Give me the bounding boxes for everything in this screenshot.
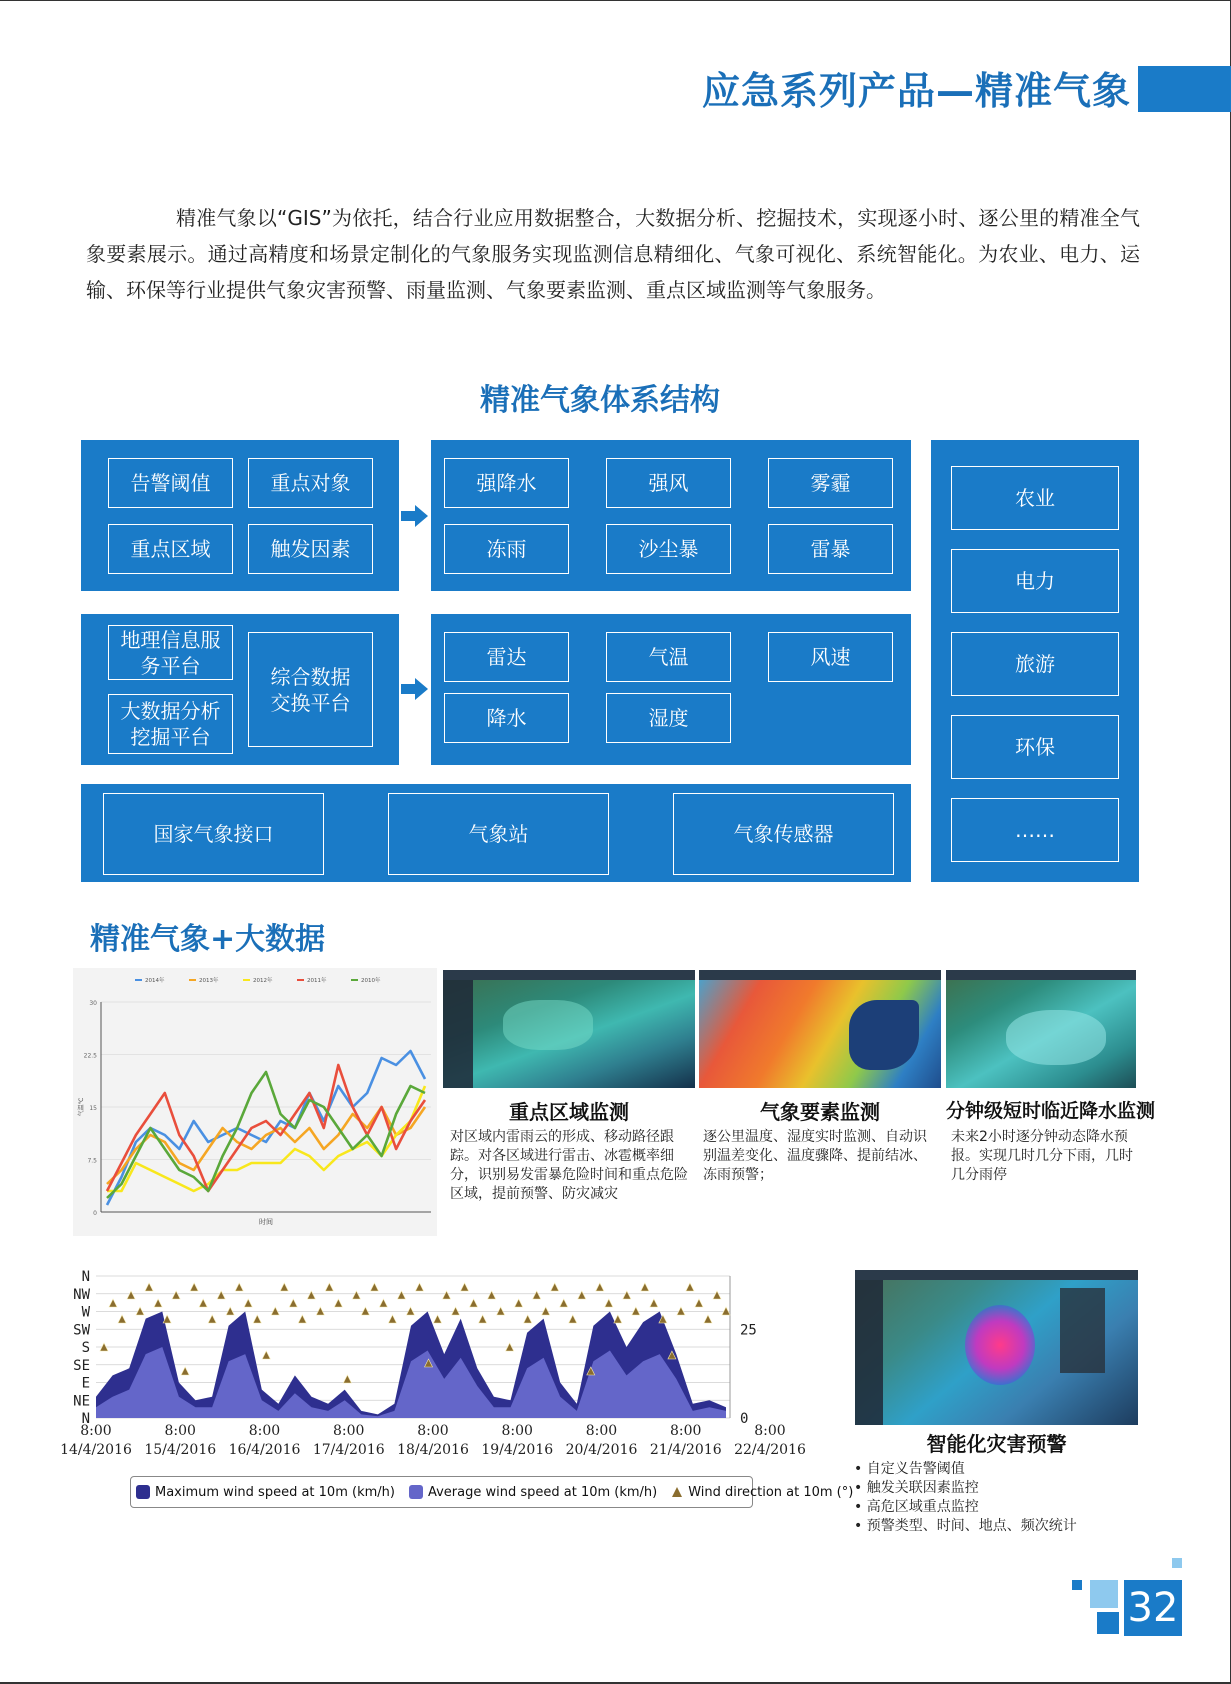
page-title: 应急系列产品—精准气象 xyxy=(701,69,1131,113)
x-tick-date: 16/4/2016 xyxy=(228,1442,301,1458)
y-left-tick-label: W xyxy=(81,1304,90,1321)
wind-direction-marker xyxy=(722,1307,730,1315)
module-title-key-area: 重点区域监测 xyxy=(509,1100,629,1124)
platforms-block xyxy=(81,614,399,765)
legend-label: 2011年 xyxy=(307,978,327,984)
wind-direction-marker xyxy=(406,1307,414,1315)
page-number: 32 xyxy=(1124,1580,1182,1636)
box-weather-sensor: 气象传感器 xyxy=(673,793,894,875)
wind-direction-marker xyxy=(352,1291,360,1299)
map-toolbar xyxy=(699,970,941,980)
wind-direction-marker xyxy=(623,1291,631,1299)
wind-direction-marker xyxy=(307,1291,315,1299)
wind-direction-marker xyxy=(334,1299,342,1307)
industries-block xyxy=(931,440,1139,882)
x-tick-date: 18/4/2016 xyxy=(397,1442,469,1458)
wind-direction-marker xyxy=(488,1291,496,1299)
warning-feature-list xyxy=(854,1460,1077,1536)
wind-direction-marker xyxy=(379,1299,387,1307)
x-tick-date: 22/4/2016 xyxy=(734,1442,806,1458)
box-radar: 雷达 xyxy=(444,632,569,682)
y-left-tick-label: S xyxy=(81,1340,90,1356)
wind-direction-marker xyxy=(361,1307,369,1315)
module-desc-weather-element: 逐公里温度、湿度实时监测、自动识别温差变化、温度骤降、提前结冰、冻雨预警； xyxy=(703,1129,927,1183)
x-tick-date: 21/4/2016 xyxy=(649,1442,722,1458)
wind-direction-marker xyxy=(596,1283,604,1291)
map-toolbar xyxy=(443,970,695,980)
box-trigger-factor: 触发因素 xyxy=(248,524,373,574)
box-key-area: 重点区域 xyxy=(108,524,233,574)
x-tick-time: 8:00 xyxy=(670,1423,702,1439)
wind-direction-marker xyxy=(154,1299,162,1307)
box-power: 电力 xyxy=(951,549,1119,613)
list-item: • 高危区域重点监控 xyxy=(854,1498,1077,1517)
y-tick-label: 0 xyxy=(93,1210,97,1217)
wind-direction-marker xyxy=(172,1291,180,1299)
wind-direction-marker xyxy=(226,1307,234,1315)
bigdata-title: 精准气象+大数据 xyxy=(90,922,326,957)
box-haze: 雾霾 xyxy=(768,458,893,508)
wind-direction-marker xyxy=(614,1315,622,1323)
wind-direction-marker xyxy=(127,1291,135,1299)
y-left-tick-label: NW xyxy=(73,1286,90,1303)
wind-direction-marker xyxy=(190,1283,198,1291)
wind-direction-marker xyxy=(325,1283,333,1291)
wind-direction-marker xyxy=(434,1315,442,1323)
box-alarm-threshold: 告警阈值 xyxy=(108,458,233,508)
legend-label: 2013年 xyxy=(199,978,219,984)
legend-swatch xyxy=(136,1485,150,1499)
wind-direction-marker xyxy=(695,1299,703,1307)
list-item: • 预警类型、时间、地点、频次统计 xyxy=(854,1517,1077,1536)
x-tick-time: 8:00 xyxy=(333,1423,365,1439)
wind-direction-marker xyxy=(388,1315,396,1323)
x-tick-time: 8:00 xyxy=(164,1423,196,1439)
wind-direction-marker xyxy=(163,1315,171,1323)
legend-label: 2014年 xyxy=(145,978,165,984)
legend-max-wind xyxy=(136,1485,395,1500)
legend-avg-wind xyxy=(409,1485,657,1500)
triangle-icon xyxy=(671,1486,683,1498)
box-national-interface: 国家气象接口 xyxy=(103,793,324,875)
x-tick-time: 8:00 xyxy=(417,1423,449,1439)
wind-direction-marker xyxy=(452,1307,460,1315)
box-tourism: 旅游 xyxy=(951,632,1119,696)
wind-direction-marker xyxy=(397,1291,405,1299)
wind-direction-marker xyxy=(118,1315,126,1323)
map-sidebar xyxy=(443,980,473,1088)
wind-chart-legend xyxy=(130,1476,854,1508)
x-tick-date: 15/4/2016 xyxy=(144,1442,217,1458)
x-tick-time: 8:00 xyxy=(501,1423,533,1439)
y-left-tick-label: SE xyxy=(73,1357,90,1374)
y-tick-label: 15 xyxy=(89,1105,97,1112)
legend-swatch xyxy=(409,1485,423,1499)
wind-direction-marker xyxy=(298,1315,306,1323)
x-tick-time: 8:00 xyxy=(585,1423,618,1439)
x-axis-label: 时间 xyxy=(259,1218,273,1226)
wind-direction-marker xyxy=(497,1307,505,1315)
wind-direction-marker xyxy=(677,1307,685,1315)
wind-direction-marker xyxy=(605,1299,613,1307)
wind-direction-marker xyxy=(199,1299,207,1307)
y-right-tick-label: 0 xyxy=(740,1411,749,1427)
temperature-line-chart xyxy=(73,968,437,1236)
wind-direction-marker xyxy=(650,1299,658,1307)
architecture-title: 精准气象体系结构 xyxy=(480,383,720,418)
box-data-exchange-platform: 综合数据交换平台 xyxy=(248,632,373,747)
wind-direction-marker xyxy=(632,1307,640,1315)
line-chart-svg xyxy=(73,968,437,1236)
map-toolbar xyxy=(855,1270,1138,1280)
wind-direction-marker xyxy=(289,1299,297,1307)
x-tick-date: 17/4/2016 xyxy=(312,1442,385,1458)
wind-direction-marker xyxy=(235,1283,243,1291)
list-item: • 触发关联因素监控 xyxy=(854,1479,1077,1498)
warning-title: 智能化灾害预警 xyxy=(926,1432,1067,1456)
hazards-block xyxy=(431,440,911,591)
precip-overlay xyxy=(1006,1010,1106,1065)
wind-direction-marker xyxy=(704,1315,712,1323)
x-tick-time: 8:00 xyxy=(248,1423,281,1439)
module-title-nowcasting: 分钟级短时临近降水监测 xyxy=(946,1100,1156,1122)
box-weather-station: 气象站 xyxy=(388,793,609,875)
wind-direction-marker xyxy=(479,1315,487,1323)
box-temperature: 气温 xyxy=(606,632,731,682)
wind-direction-marker xyxy=(461,1283,469,1291)
box-more: …… xyxy=(951,798,1119,862)
wind-direction-marker xyxy=(316,1307,324,1315)
wind-direction-marker xyxy=(109,1299,117,1307)
wind-direction-marker xyxy=(524,1315,532,1323)
legend-label: 2012年 xyxy=(253,978,273,984)
wind-direction-marker xyxy=(641,1283,649,1291)
disaster-warning-map xyxy=(855,1270,1138,1425)
box-freezing-rain: 冻雨 xyxy=(444,524,569,574)
wind-direction-marker xyxy=(136,1307,144,1315)
wind-direction-marker xyxy=(262,1351,270,1359)
wind-direction-marker xyxy=(217,1291,225,1299)
module-desc-key-area: 对区域内雷雨云的形成、移动路径跟踪。对各区域进行雷击、冰雹概率细分，识别易发雷暴危险时间和重点危险区域，提前预警、防灾减灾 xyxy=(450,1129,688,1202)
box-thunderstorm: 雷暴 xyxy=(768,524,893,574)
deco-square xyxy=(1072,1580,1082,1590)
wind-direction-marker xyxy=(370,1283,378,1291)
wind-direction-marker xyxy=(560,1299,568,1307)
arrow-right-icon xyxy=(401,678,429,700)
wind-direction-marker xyxy=(713,1291,721,1299)
box-gis-platform: 地理信息服务平台 xyxy=(108,625,233,680)
wind-direction-marker xyxy=(533,1291,541,1299)
weather-element-map xyxy=(699,970,941,1088)
legend-label: Average wind speed at 10m (km/h) xyxy=(427,1484,658,1500)
box-strong-wind: 强风 xyxy=(606,458,731,508)
map-toolbar xyxy=(946,970,1136,980)
wind-area-chart xyxy=(60,1268,810,1508)
deco-square xyxy=(1097,1612,1119,1634)
y-left-tick-label: NE xyxy=(73,1393,90,1410)
wind-direction-marker xyxy=(271,1307,279,1315)
wind-direction-marker xyxy=(280,1283,288,1291)
legend-label: Wind direction at 10m (°) xyxy=(688,1484,854,1500)
x-tick-date: 20/4/2016 xyxy=(565,1442,638,1458)
wind-direction-marker xyxy=(416,1283,424,1291)
box-key-object: 重点对象 xyxy=(248,458,373,508)
wind-direction-marker xyxy=(551,1283,559,1291)
page-border-top xyxy=(0,0,1231,1)
wind-direction-marker xyxy=(181,1367,189,1375)
box-humidity: 湿度 xyxy=(606,693,731,743)
y-axis-label: 气温℃ xyxy=(78,1097,85,1117)
map-popup-panel xyxy=(1060,1288,1105,1373)
legend-label: 2010年 xyxy=(361,978,381,984)
box-environment: 环保 xyxy=(951,715,1119,779)
y-left-tick-label: N xyxy=(81,1411,90,1427)
module-desc-nowcasting: 未来2小时逐分钟动态降水预报。实现几时几分下雨，几时几分雨停 xyxy=(951,1129,1133,1183)
deco-square xyxy=(1090,1580,1118,1608)
intro-paragraph: 精准气象以“GIS”为依托，结合行业应用数据整合，大数据分析、挖掘技术，实现逐小时、逐公里的精准全气象要素展示。通过高精度和场景定制化的气象服务实现监测信息精细化、气象可视化、系统智能化。为农业、电力、运输、环保等行业提供气象灾害预警、雨量监测、气象要素监测、重点区域监测等气象服务。 xyxy=(86,206,1140,302)
y-tick-label: 22.5 xyxy=(83,1052,97,1060)
y-right-tick-label: 25 xyxy=(740,1322,757,1339)
arrow-right-icon xyxy=(401,505,429,527)
y-tick-label: 7.5 xyxy=(87,1157,97,1165)
wind-direction-marker xyxy=(443,1291,451,1299)
list-item: • 自定义告警阈值 xyxy=(854,1460,1077,1479)
wind-direction-marker xyxy=(253,1315,261,1323)
wind-direction-marker xyxy=(569,1315,577,1323)
wind-direction-marker xyxy=(145,1283,153,1291)
box-agriculture: 农业 xyxy=(951,466,1119,530)
left-top-block xyxy=(81,440,399,591)
x-tick-date: 19/4/2016 xyxy=(481,1442,554,1458)
elements-block xyxy=(431,614,911,765)
sea-area xyxy=(849,1000,919,1070)
y-left-tick-label: N xyxy=(81,1269,90,1285)
wind-direction-marker xyxy=(470,1299,478,1307)
box-bigdata-platform: 大数据分析挖掘平台 xyxy=(108,694,233,754)
map-sidebar xyxy=(855,1280,883,1425)
x-tick-date: 14/4/2016 xyxy=(60,1442,132,1458)
module-title-weather-element: 气象要素监测 xyxy=(760,1100,880,1124)
wind-direction-marker xyxy=(686,1283,694,1291)
box-sandstorm: 沙尘暴 xyxy=(606,524,731,574)
wind-direction-marker xyxy=(578,1291,586,1299)
legend-wind-direction xyxy=(671,1485,853,1500)
wind-direction-marker xyxy=(208,1315,216,1323)
x-tick-time: 8:00 xyxy=(754,1423,786,1439)
x-tick-time: 8:00 xyxy=(80,1423,112,1439)
y-tick-label: 30 xyxy=(89,1000,97,1007)
sources-block xyxy=(81,784,911,882)
title-accent-bar xyxy=(1138,66,1231,112)
wind-direction-marker xyxy=(343,1375,351,1383)
key-area-monitoring-map xyxy=(443,970,695,1088)
box-wind-speed: 风速 xyxy=(768,632,893,682)
wind-direction-marker xyxy=(515,1299,523,1307)
nowcasting-map xyxy=(946,970,1136,1088)
wind-direction-marker xyxy=(542,1307,550,1315)
y-left-tick-label: E xyxy=(81,1375,90,1392)
radar-echo-overlay xyxy=(503,1000,593,1050)
y-left-tick-label: SW xyxy=(73,1322,90,1339)
box-heavy-rain: 强降水 xyxy=(444,458,569,508)
legend-label: Maximum wind speed at 10m (km/h) xyxy=(155,1484,395,1500)
deco-square xyxy=(1172,1558,1182,1568)
wind-chart-svg xyxy=(60,1268,810,1508)
warning-hotspot xyxy=(965,1305,1035,1385)
box-precipitation: 降水 xyxy=(444,693,569,743)
wind-direction-marker xyxy=(244,1299,252,1307)
